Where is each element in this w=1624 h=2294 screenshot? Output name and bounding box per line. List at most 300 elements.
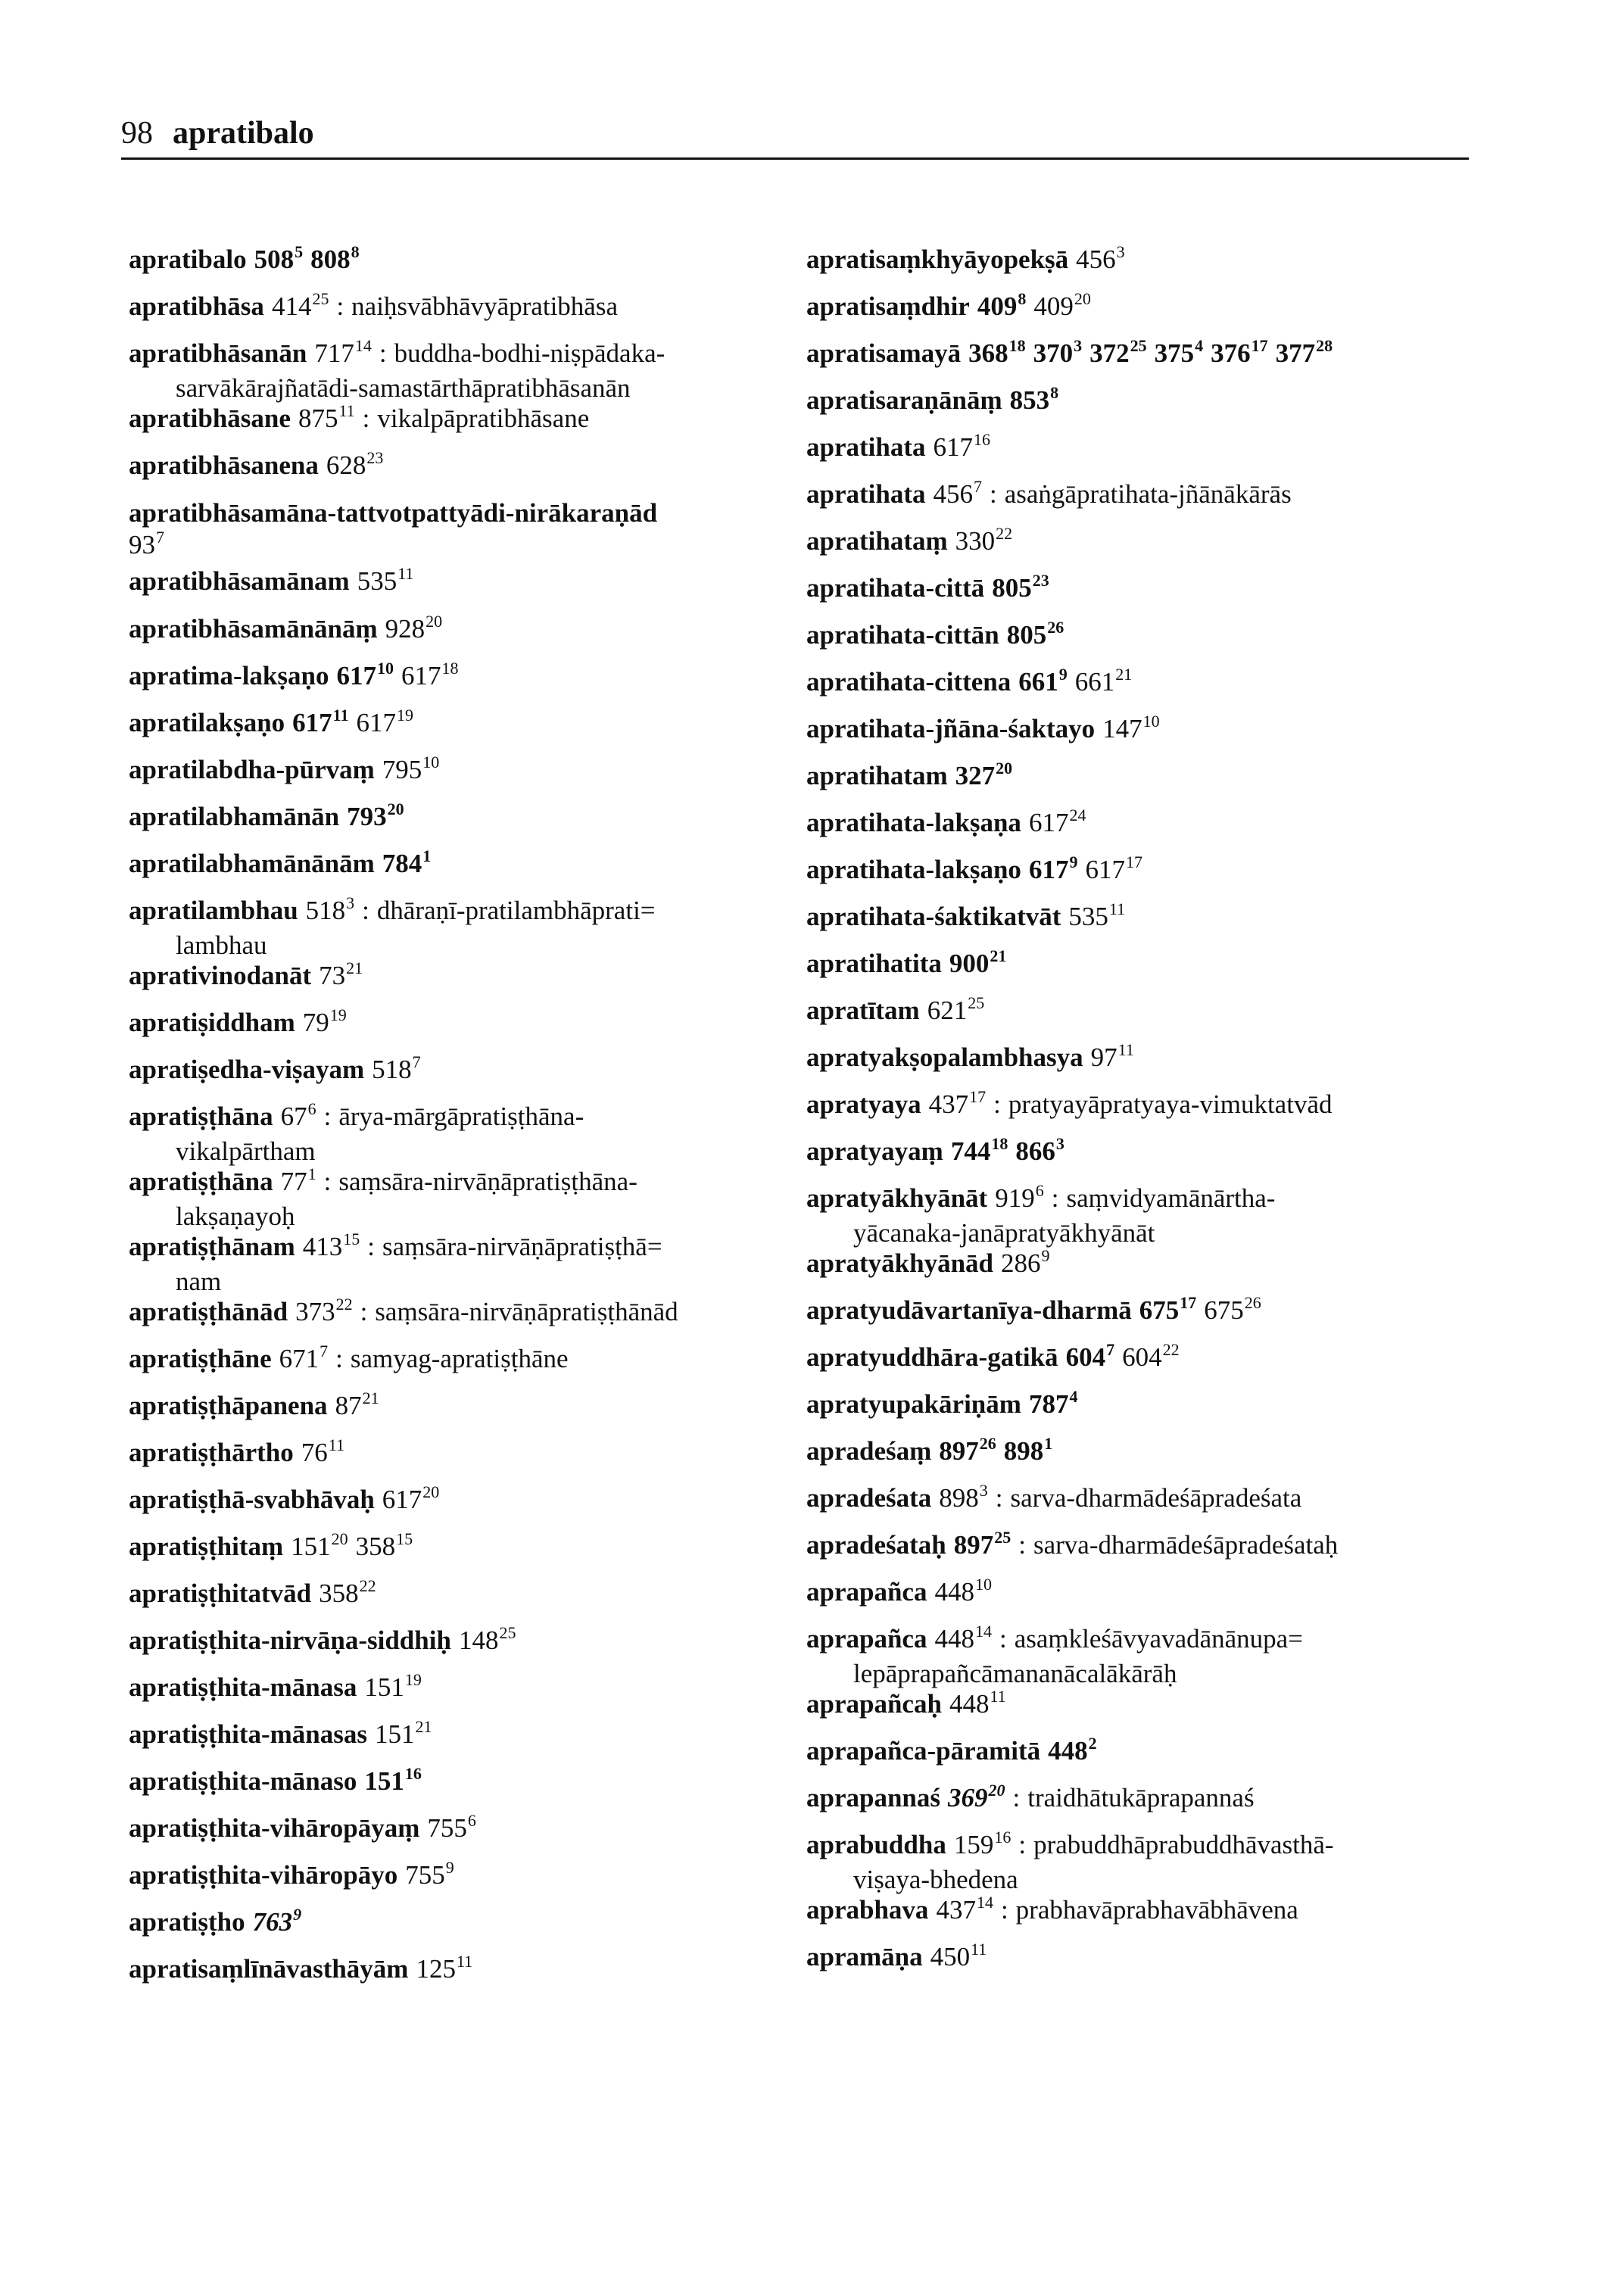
line-number: 22 (359, 1576, 376, 1595)
headword: apratihata-cittena (806, 667, 1011, 697)
entry-line (129, 1859, 454, 1894)
page-reference (977, 291, 1027, 321)
entry-line (129, 1231, 662, 1266)
line-number: 15 (396, 1529, 413, 1548)
gloss-separator: : (1051, 1183, 1059, 1213)
entry-line (806, 385, 1058, 419)
page-number-ref: 675 (1139, 1295, 1180, 1325)
page-reference (1010, 385, 1059, 415)
page-reference (1211, 338, 1268, 368)
page-number-ref: 97 (1090, 1043, 1117, 1072)
page-number-ref: 375 (1154, 338, 1195, 368)
entry-line (129, 497, 657, 529)
gloss-text: prabhavāprabhavābhāvena (1015, 1895, 1298, 1925)
page-reference (1033, 338, 1083, 368)
page-number-ref: 159 (953, 1830, 994, 1859)
index-entry (129, 1054, 421, 1089)
page-number-ref: 93 (129, 530, 155, 559)
line-number: 6 (1035, 1181, 1044, 1200)
line-number: 9 (1069, 852, 1078, 871)
headword: apratibhāsane (129, 404, 291, 433)
entry-line (129, 1296, 678, 1331)
headword: apratiṣṭhitaṃ (129, 1532, 284, 1561)
line-number: 11 (971, 1940, 987, 1959)
line-number: 22 (1162, 1340, 1180, 1359)
index-entry (129, 895, 656, 962)
entry-line (806, 432, 990, 466)
index-entry (806, 338, 1333, 372)
index-entry (806, 1529, 1338, 1564)
page-reference (1066, 1342, 1115, 1372)
entry-line (129, 291, 618, 326)
entry-line (806, 1342, 1180, 1376)
line-number: 22 (996, 524, 1013, 543)
page-reference (303, 1232, 360, 1261)
line-number: 11 (1117, 1040, 1134, 1059)
page-reference (301, 1435, 344, 1467)
headword: apratyākhyānād (806, 1248, 994, 1278)
index-entry (129, 244, 360, 279)
gloss-separator: : (1012, 1783, 1021, 1812)
index-entry (129, 801, 404, 836)
gloss-text: saṃvidyamānārtha- (1066, 1183, 1276, 1213)
index-entry (129, 1437, 344, 1472)
page-number-ref: 376 (1211, 338, 1251, 368)
page-reference (1102, 714, 1160, 743)
entry-line (806, 338, 1333, 372)
index-entry (806, 1342, 1180, 1376)
page-reference (355, 1529, 413, 1561)
line-number: 25 (994, 1528, 1011, 1547)
headword: apratiṣṭhāna (129, 1102, 273, 1131)
gloss-separator: : (993, 1089, 1001, 1119)
page-number-ref: 67 (280, 1102, 307, 1131)
page-reference (1048, 1736, 1097, 1766)
line-number: 11 (332, 706, 349, 725)
line-number: 5 (295, 242, 304, 261)
headword: apratiṣṭhita-mānasa (129, 1672, 357, 1702)
page-number-ref: 448 (949, 1689, 990, 1719)
line-number: 20 (331, 1529, 348, 1548)
index-entry (129, 1906, 301, 1941)
page-number-ref: 784 (382, 849, 422, 878)
page-reference (930, 1942, 987, 1971)
index-entry (806, 1248, 1050, 1283)
line-number: 8 (351, 242, 360, 261)
entry-line (806, 995, 984, 1030)
entry-line (129, 338, 665, 372)
headword: apradeśata (806, 1483, 932, 1513)
line-number: 26 (1047, 618, 1064, 637)
page-number-ref: 79 (302, 1008, 329, 1037)
page-number-ref: 437 (936, 1895, 976, 1925)
line-number: 21 (1115, 665, 1133, 684)
index-entry (806, 1782, 1255, 1817)
entry-line (806, 760, 1012, 795)
index-entry (129, 1101, 584, 1167)
headword: apratibhāsamānānāṃ (129, 614, 378, 644)
page-reference (364, 1672, 422, 1702)
headword: apratibhāsamānam (129, 566, 350, 596)
entry-line (129, 1343, 569, 1378)
running-title: apratibalo (173, 116, 314, 151)
page-reference (936, 1895, 993, 1925)
gloss-text: vikalpāpratibhāsane (377, 404, 590, 433)
headword: apramāṇa (806, 1942, 923, 1971)
line-number: 23 (1032, 571, 1049, 590)
page-number-ref: 617 (1085, 855, 1125, 884)
line-number: 20 (425, 612, 443, 631)
index-entry (129, 1484, 439, 1519)
line-number: 15 (343, 1230, 360, 1248)
line-number: 4 (1195, 336, 1204, 355)
page-number-ref: 456 (1076, 245, 1116, 274)
index-entry (129, 1859, 454, 1894)
line-number: 25 (312, 289, 329, 308)
page-number-ref: 617 (1028, 808, 1069, 837)
page-number-ref: 617 (356, 708, 396, 737)
index-entry (806, 1894, 1298, 1929)
page-number-ref: 661 (1074, 667, 1115, 697)
headword: aprapañca (806, 1624, 927, 1653)
index-entry (129, 1296, 678, 1331)
line-number: 11 (397, 564, 414, 583)
index-entry (129, 291, 618, 326)
line-number: 3 (1055, 1134, 1064, 1153)
page-number-ref: 671 (279, 1344, 320, 1373)
page-reference (949, 1689, 1006, 1719)
header-rule (121, 157, 1469, 160)
gloss-text: asaṃkleśāvyavadānānupa= (1014, 1624, 1303, 1653)
headword: apratihata (806, 479, 926, 509)
page-number-ref: 409 (977, 291, 1018, 321)
page-number-ref: 327 (955, 761, 996, 790)
page-reference (934, 1577, 992, 1607)
line-number: 10 (974, 1575, 992, 1594)
headword: apratilabdha-pūrvaṃ (129, 755, 375, 784)
index-entry (129, 848, 431, 883)
headword: apratilambhau (129, 896, 298, 925)
gloss-separator: : (1018, 1530, 1026, 1560)
index-entry (129, 450, 383, 485)
gloss-separator: : (995, 1483, 1003, 1513)
headword: apratisaraṇānāṃ (806, 385, 1002, 415)
page-reference (929, 1089, 987, 1119)
line-number: 18 (441, 659, 459, 678)
entry-line (806, 901, 1125, 936)
page-reference (319, 958, 363, 990)
entry-line (806, 1295, 1261, 1329)
page-reference (291, 1529, 348, 1561)
index-entry (806, 1688, 1006, 1723)
page-reference (1085, 852, 1142, 884)
index-entry (129, 1231, 662, 1298)
page-number-ref: 675 (1204, 1295, 1244, 1325)
page-number-ref: 151 (364, 1672, 404, 1702)
gloss-text: asaṅgāpratihata-jñānākārās (1004, 479, 1292, 509)
headword: aprapannaś (806, 1783, 941, 1812)
page-reference (405, 1860, 454, 1890)
gloss-separator: : (379, 338, 387, 368)
entry-line (806, 1735, 1097, 1770)
entry-line (806, 291, 1091, 326)
line-number: 6 (307, 1099, 316, 1118)
index-entry (129, 1812, 476, 1847)
line-number: 11 (328, 1435, 344, 1454)
continuation-line: lepāprapañcāmananācalākārāḥ (853, 1659, 1177, 1688)
page-number-ref: 370 (1033, 338, 1074, 368)
gloss-text: prabuddhāprabuddhāvasthā- (1033, 1830, 1334, 1859)
line-number: 9 (1041, 1246, 1050, 1265)
index-entry (806, 1735, 1097, 1770)
entry-line (129, 1953, 472, 1988)
line-number: 7 (412, 1052, 421, 1071)
headword: apratyakṣopalambhasya (806, 1043, 1083, 1072)
page-number-ref: 787 (1028, 1389, 1069, 1419)
gloss-separator: : (323, 1167, 332, 1196)
page-number-ref: 448 (1048, 1736, 1088, 1766)
page-reference (335, 1391, 379, 1420)
line-number: 10 (376, 659, 394, 678)
headword: apratiṣṭhārtho (129, 1438, 294, 1467)
entry-line (806, 572, 1049, 607)
entry-line (129, 1672, 422, 1706)
line-number: 17 (969, 1087, 987, 1106)
page-reference (1029, 1389, 1078, 1419)
gloss-text: sarva-dharmādeśāpradeśataḥ (1033, 1530, 1339, 1560)
headword: apratyaya (806, 1089, 921, 1119)
headword: aprapañca (806, 1577, 927, 1607)
index-entry (806, 525, 1012, 560)
page-number-ref: 377 (1275, 338, 1316, 368)
index-entry (129, 707, 413, 742)
line-number: 28 (1316, 336, 1333, 355)
headword: apratiṣṭhāne (129, 1344, 272, 1373)
page-reference (955, 761, 1013, 790)
gloss-separator: : (360, 1297, 368, 1326)
index-entry (806, 244, 1125, 279)
continuation-line: nam (176, 1267, 222, 1296)
index-entry (129, 1007, 347, 1042)
page-number-ref: 368 (968, 338, 1008, 368)
page-reference (927, 993, 985, 1025)
index-entry (806, 1089, 1332, 1124)
page-reference (1068, 899, 1126, 931)
gloss-text: saṃsāra-nirvāṇāpratiṣṭhā= (382, 1232, 662, 1261)
line-number: 24 (1069, 806, 1086, 824)
headword: apratilabhamānān (129, 802, 340, 831)
entry-line (806, 1688, 1006, 1723)
page-number-ref: 795 (382, 755, 422, 784)
line-number: 9 (293, 1905, 302, 1924)
headword: apratiṣṭhita-mānaso (129, 1766, 357, 1796)
page-number-ref: 617 (933, 432, 973, 462)
headword: apratītam (806, 996, 920, 1025)
index-entry (806, 1183, 1275, 1249)
index-entry (129, 1578, 376, 1613)
headword: apratihata (806, 432, 926, 462)
page-number-ref: 617 (336, 661, 376, 690)
entry-line (129, 1812, 476, 1847)
page-number-ref: 151 (364, 1766, 404, 1796)
headword: apratiṣṭhita-vihāropāyo (129, 1860, 398, 1890)
gloss-text: naiḥsvābhāvyāpratibhāsa (351, 291, 618, 321)
entry-line (129, 1484, 439, 1519)
page-reference (302, 1005, 347, 1037)
headword: apratihata-lakṣaṇa (806, 808, 1021, 837)
entry-line (806, 1782, 1255, 1817)
entry-line (129, 1166, 637, 1201)
line-number: 20 (988, 1781, 1005, 1800)
page-reference (382, 1482, 440, 1514)
headword: apratyudāvartanīya-dharmā (806, 1295, 1132, 1325)
index-entry (806, 1042, 1134, 1077)
page-number-ref: 617 (1028, 855, 1069, 884)
line-number: 20 (422, 1482, 440, 1501)
headword: apratiṣṭhitatvād (129, 1579, 312, 1608)
index-entry (806, 901, 1125, 936)
line-number: 20 (1074, 289, 1091, 308)
page-number-ref: 897 (939, 1436, 979, 1466)
gloss-separator: : (367, 1232, 375, 1261)
entry-line (806, 1482, 1301, 1517)
headword: aprapañca-pāramitā (806, 1736, 1041, 1766)
headword: apratihata-cittān (806, 620, 999, 650)
headword: apratyuddhāra-gatikā (806, 1342, 1058, 1372)
page-number-ref: 875 (298, 404, 338, 433)
gloss-separator: : (336, 291, 344, 321)
line-number: 3 (1074, 336, 1083, 355)
index-entry (806, 1941, 987, 1976)
gloss-separator: : (323, 1102, 332, 1131)
continuation-line: lambhau (176, 930, 267, 960)
entry-line (129, 754, 439, 789)
headword: apratyupakāriṇām (806, 1389, 1021, 1419)
gloss-text: dhāraṇī-pratilambhāprati= (376, 896, 656, 925)
page-reference (1018, 667, 1068, 697)
headword: aprabuddha (806, 1830, 946, 1859)
index-entry (806, 619, 1064, 654)
line-number: 23 (366, 448, 384, 467)
page-number-ref: 755 (427, 1813, 467, 1843)
page-reference (272, 291, 329, 321)
headword: aprabhava (806, 1895, 929, 1925)
line-number: 22 (335, 1295, 353, 1314)
entry-line (129, 895, 656, 930)
page-reference (382, 846, 432, 878)
entry-line (129, 707, 413, 742)
page-number-ref: 151 (291, 1532, 331, 1561)
entry-line (806, 1248, 1050, 1283)
page-reference (356, 708, 413, 737)
line-number: 14 (354, 336, 372, 355)
index-entry (806, 807, 1086, 842)
index-entry (806, 1295, 1261, 1329)
line-number: 9 (445, 1858, 454, 1877)
page-reference (1075, 667, 1133, 697)
line-number: 3 (1116, 242, 1125, 261)
page-number-ref: 808 (310, 245, 351, 274)
line-number: 20 (996, 759, 1013, 778)
headword: apratibalo (129, 245, 247, 274)
entry-line (129, 244, 360, 279)
headword: apratihata-śaktikatvāt (806, 902, 1061, 931)
line-number: 1 (422, 846, 432, 865)
headword: apratihata-cittā (806, 573, 985, 603)
page-number-ref: 413 (302, 1232, 343, 1261)
headword: apratibhāsamāna-tattvotpattyādi-nirākaraṇād (129, 498, 658, 528)
index-entry (806, 478, 1292, 513)
page-reference (382, 755, 440, 784)
page-reference (347, 799, 404, 831)
headword: apratisaṃdhir (806, 291, 970, 321)
continuation-line: sarvākārajñatādi-samastārthāpratibhāsanān (176, 373, 631, 403)
page-number-ref: 628 (326, 450, 366, 480)
line-number: 8 (1050, 383, 1059, 402)
page-number-ref: 717 (314, 338, 354, 368)
index-entry (129, 1531, 413, 1566)
page-reference (319, 1576, 376, 1608)
page-reference (1139, 1295, 1197, 1325)
page-number-ref: 621 (927, 996, 968, 1025)
index-entry (806, 385, 1058, 419)
page-reference (955, 526, 1013, 556)
line-number: 11 (990, 1687, 1006, 1706)
page-number-ref: 604 (1122, 1342, 1162, 1372)
line-number: 4 (1069, 1387, 1078, 1406)
page-reference (951, 1136, 1008, 1166)
gloss-text: samyag-apratiṣṭhāne (350, 1344, 569, 1373)
line-number: 10 (422, 753, 440, 771)
page-reference (298, 401, 355, 433)
index-entry (129, 497, 657, 564)
gloss-separator: : (1018, 1830, 1027, 1859)
page-number-ref: 73 (319, 961, 346, 990)
line-number: 7 (1106, 1340, 1115, 1359)
headword: aprativinodanāt (129, 961, 312, 990)
page-reference (292, 708, 348, 737)
index-entry (129, 403, 589, 438)
page-reference (995, 1183, 1044, 1213)
index-entry (129, 1343, 569, 1378)
gloss-separator: : (362, 404, 370, 433)
entry-line (806, 1529, 1338, 1564)
index-entry (129, 1953, 472, 1988)
page-reference (459, 1625, 516, 1655)
page-reference (279, 1344, 329, 1373)
entry-line (129, 1437, 344, 1472)
line-number: 11 (1108, 899, 1126, 918)
entry-line (806, 1089, 1332, 1124)
page-reference (372, 1052, 421, 1084)
page-reference (129, 530, 164, 559)
line-number: 14 (976, 1893, 993, 1912)
entry-line (806, 1042, 1134, 1077)
line-number: 19 (396, 706, 413, 725)
continuation-line (129, 529, 657, 564)
page-reference (416, 1954, 472, 1984)
page-reference (280, 1099, 316, 1131)
page-number-ref: 330 (955, 526, 996, 556)
entry-line (129, 450, 383, 485)
line-number: 18 (991, 1134, 1008, 1153)
page-number-ref: 125 (416, 1954, 456, 1984)
gloss-separator: : (1000, 1895, 1008, 1925)
entry-line (806, 1435, 1052, 1470)
gloss-separator: : (362, 896, 369, 925)
line-number: 14 (974, 1622, 992, 1641)
index-entry (806, 1482, 1301, 1517)
